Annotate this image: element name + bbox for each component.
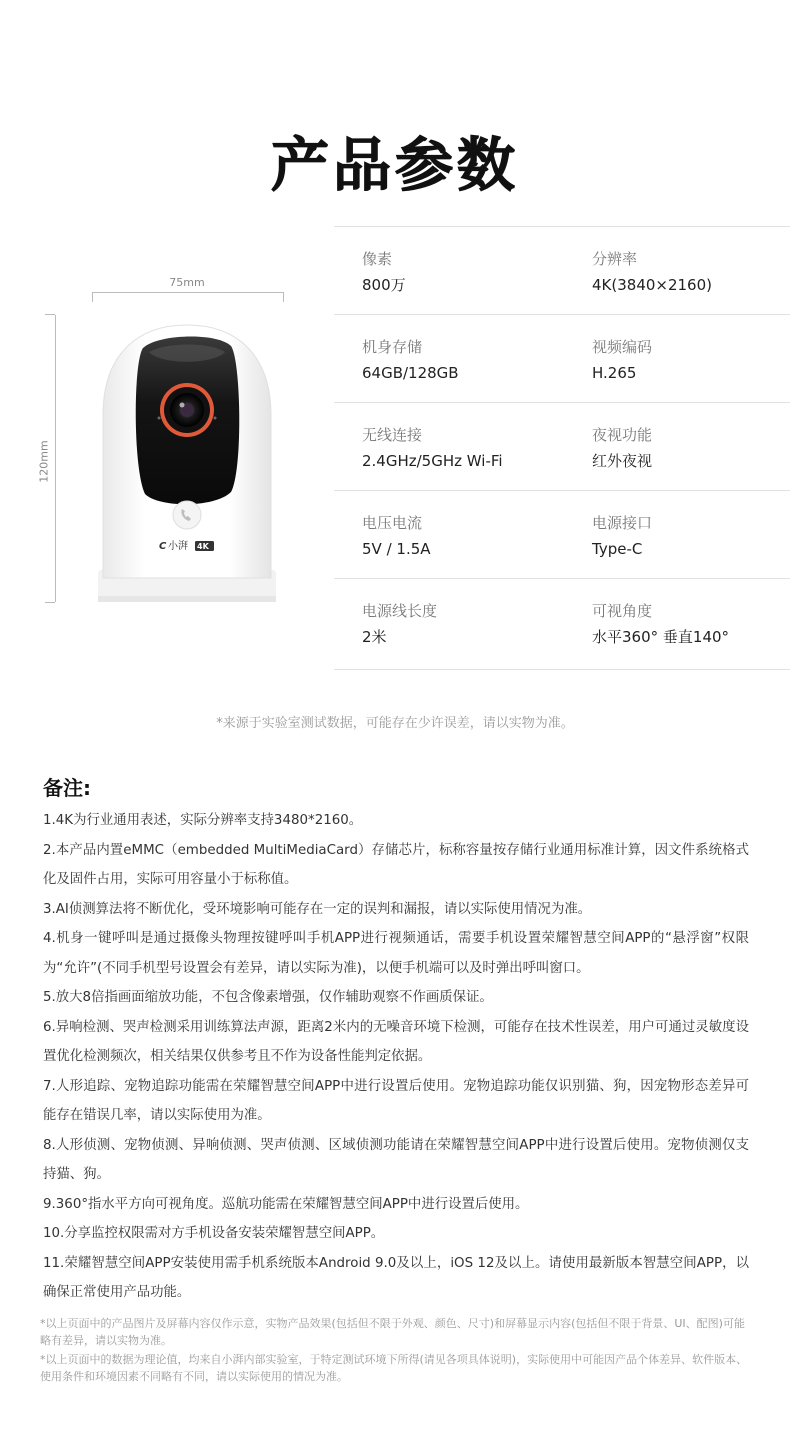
footnotes (40, 1315, 750, 1385)
note-item: 1.4K为行业通用表述，实际分辨率支持3480*2160。 (43, 813, 363, 828)
note-item: 8.人形侦测、宠物侦测、异响侦测、哭声侦测、区域侦测功能请在荣耀智慧空间APP中进行设置后使用。宠物侦测仅支持猫、狗。 (43, 1137, 749, 1182)
spec-label: 夜视功能 (592, 426, 653, 444)
spec-label: 电压电流 (362, 514, 423, 532)
spec-video-codec (592, 337, 652, 383)
height-dimension-label: 120mm (37, 440, 51, 483)
footnote: *以上页面中的数据为理论值，均来自小湃内部实验室，于特定测试环境下所得(请见各项具体说明)，实际使用中可能因产品个体差异、软件版本、使用条件和环境因素不同略有不同，请以实际使用的情况为准。 (40, 1353, 748, 1383)
spec-wireless (362, 425, 503, 471)
spec-value: 800万 (362, 276, 406, 294)
spec-label: 电源接口 (592, 514, 653, 532)
spec-value: 4K(3840×2160) (592, 276, 712, 294)
spec-label: 电源线长度 (362, 602, 438, 620)
note-item: 10.分享监控权限需对方手机设备安装荣耀智慧空间APP。 (43, 1226, 385, 1241)
width-dimension-line (92, 292, 284, 302)
spec-row (334, 402, 790, 490)
spec-table (334, 226, 790, 670)
camera-brand-text: 小湃 (168, 541, 188, 552)
spec-storage (362, 337, 459, 383)
footnote: *以上页面中的产品图片及屏幕内容仅作示意，实物产品效果(包括但不限于外观、颜色、尺寸)和屏幕显示内容(包括但不限于背景、UI、配图)可能略有差异，请以实物为准。 (40, 1317, 745, 1347)
note-item: 9.360°指水平方向可视角度。巡航功能需在荣耀智慧空间APP中进行设置后使用。 (43, 1196, 529, 1212)
spec-value: 64GB/128GB (362, 364, 459, 382)
spec-view-angle (592, 601, 729, 647)
note-item: 2.本产品内置eMMC（embedded MultiMediaCard）存储芯片，标称容量按存储行业通用标准计算，因文件系统格式化及固件占用，实际可用容量小于标称值。 (43, 842, 749, 887)
spec-row (334, 490, 790, 578)
spec-row (334, 314, 790, 402)
spec-label: 视频编码 (592, 338, 653, 356)
camera-4k-badge: 4K (197, 542, 209, 551)
note-item: 5.放大8倍指画面缩放功能，不包含像素增强，仅作辅助观察不作画质保证。 (43, 990, 493, 1005)
spec-cable-length (362, 601, 437, 647)
page-title: 产品参数 (270, 131, 519, 199)
spec-night-vision (592, 425, 652, 471)
note-item: 6.异响检测、哭声检测采用训练算法声源，距离2米内的无噪音环境下检测，可能存在技术性误差，用户可通过灵敏度设置优化检测频次，相关结果仅供参考且不作为设备性能判定依据。 (43, 1019, 749, 1064)
spec-row (334, 226, 790, 314)
note-item: 7.人形追踪、宠物追踪功能需在荣耀智慧空间APP中进行设置后使用。宠物追踪功能仅识别猫、狗，因宠物形态差异可能存在错误几率，请以实际使用为准。 (43, 1078, 749, 1123)
spec-row (334, 578, 790, 670)
spec-power-port (592, 513, 652, 559)
spec-label: 像素 (362, 250, 393, 268)
spec-label: 分辨率 (592, 250, 638, 268)
spec-value: 2.4GHz/5GHz Wi-Fi (362, 452, 503, 470)
camera-product-image (97, 320, 277, 610)
spec-label: 无线连接 (362, 426, 423, 444)
note-item: 11.荣耀智慧空间APP安装使用需手机系统版本Android 9.0及以上，iOS 12及以上。请使用最新版本智慧空间APP，以确保正常使用产品功能。 (43, 1255, 749, 1300)
spec-value: 5V / 1.5A (362, 540, 431, 558)
spec-label: 机身存储 (362, 338, 423, 356)
spec-value: Type-C (592, 540, 643, 558)
notes-list (43, 806, 749, 1308)
svg-text:C: C (159, 541, 167, 552)
notes-heading: 备注: (43, 776, 91, 800)
test-data-disclaimer: *来源于实验室测试数据，可能存在少许误差，请以实物为准。 (216, 716, 574, 731)
spec-resolution (592, 249, 712, 295)
spec-value: 红外夜视 (592, 452, 653, 470)
note-item: 4.机身一键呼叫是通过摄像头物理按键呼叫手机APP进行视频通话，需要手机设置荣耀智慧空间APP的“悬浮窗”权限为“允许”(不同手机型号设置会有差异，请以实际为准)，以便手机端可以及时弹出呼叫窗口。 (43, 931, 749, 976)
spec-value: 水平360° 垂直140° (592, 628, 730, 646)
spec-pixels (362, 249, 406, 295)
width-dimension-label: 75mm (169, 276, 205, 289)
spec-value: 2米 (362, 628, 387, 646)
spec-label: 可视角度 (592, 602, 653, 620)
spec-value: H.265 (592, 364, 637, 382)
note-item: 3.AI侦测算法将不断优化，受环境影响可能存在一定的误判和漏报，请以实际使用情况为准。 (43, 901, 592, 917)
spec-power (362, 513, 431, 559)
